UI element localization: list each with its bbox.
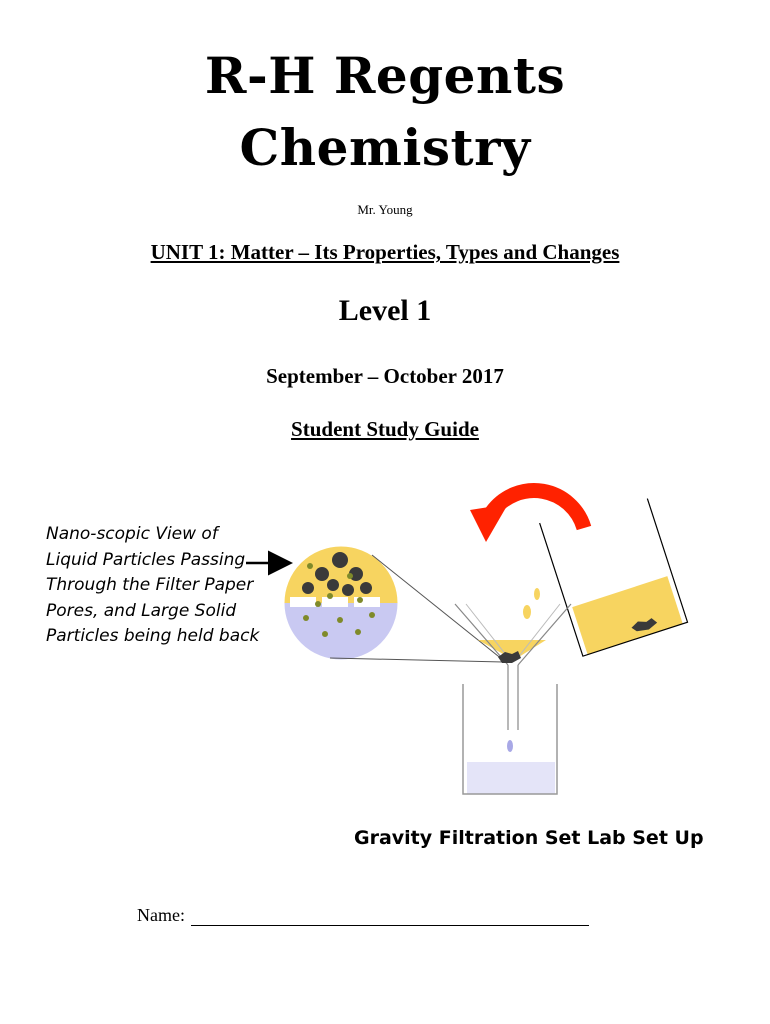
name-label: Name: [137, 905, 185, 925]
nano-label-line: Liquid Particles Passing [46, 549, 246, 570]
name-field-row [137, 905, 589, 926]
pour-arrow-icon [470, 491, 584, 542]
unit-title: UNIT 1: Matter – Its Properties, Types and Changes [150, 240, 620, 264]
date-range: September – October 2017 [266, 364, 504, 388]
nanoscopic-circle [280, 540, 405, 665]
page-title-line-1: R-H Regents [204, 46, 566, 105]
pouring-beaker [540, 489, 688, 656]
figure-caption: Gravity Filtration Set Lab Set Up [354, 827, 704, 849]
level-heading: Level 1 [338, 294, 432, 327]
nano-label-line: Through the Filter Paper [46, 575, 254, 595]
liquid-drops [523, 588, 540, 619]
funnel [455, 604, 571, 730]
filtrate-drop [507, 740, 513, 752]
study-guide-title: Student Study Guide [291, 417, 479, 441]
author: Mr. Young [357, 202, 413, 217]
nano-label-line: Nano-scopic View of [46, 524, 218, 544]
nano-label-line: Pores, and Large Solid [46, 600, 237, 621]
nano-label-line: Particles being held back [46, 626, 260, 646]
name-blank-line[interactable] [191, 905, 589, 926]
page-title-line-2: Chemistry [239, 118, 531, 177]
receiving-beaker [463, 684, 557, 794]
